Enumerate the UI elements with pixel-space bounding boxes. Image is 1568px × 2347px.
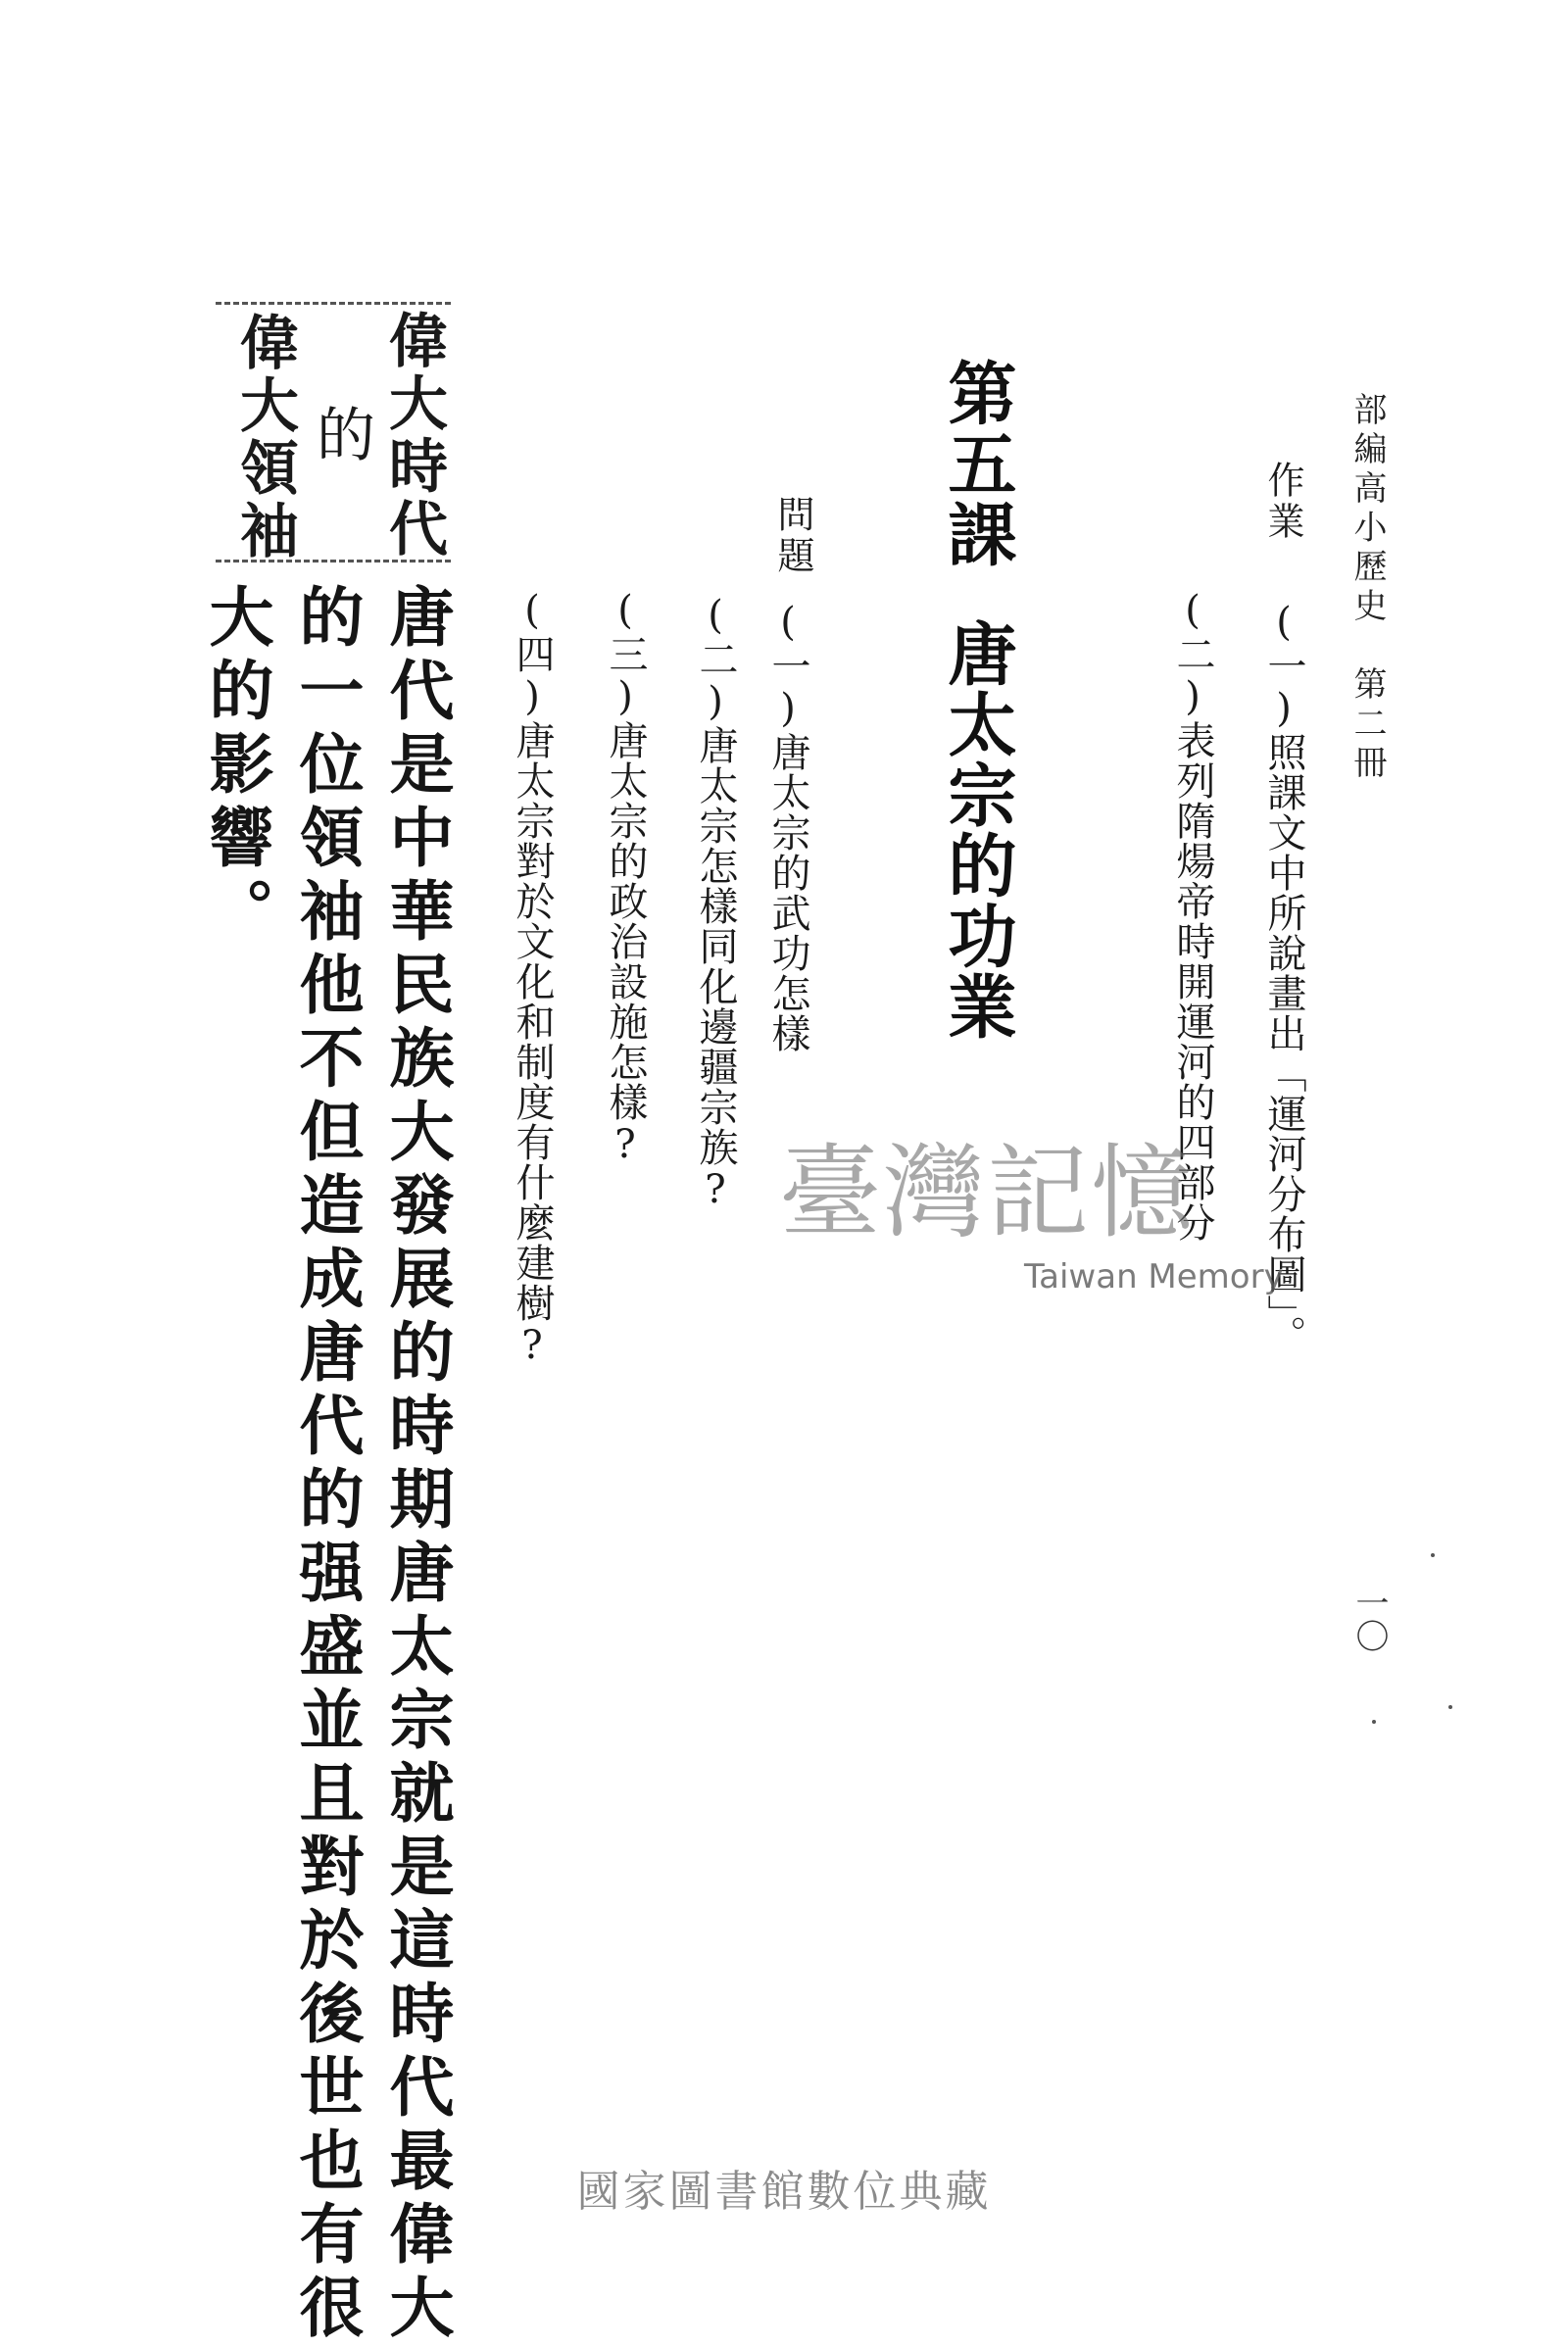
- scan-speck: [1448, 1705, 1452, 1709]
- section-heading-line-2: 的: [307, 404, 375, 466]
- running-head: 部編高小歷史 第二冊: [1348, 392, 1387, 784]
- body-text-column-2: 的一位領袖他不但造成唐代的强盛並且對於後世也有很: [288, 583, 365, 2347]
- watermark-english: Taiwan Memory: [1024, 1257, 1284, 1296]
- homework-item-1: (一)照課文中所說畫出「運河分布圖」。: [1261, 600, 1306, 1355]
- question-item-4: (四)唐太宗對於文化和制度有什麼建樹?: [510, 588, 555, 1369]
- homework-label: 作業: [1261, 461, 1304, 543]
- scan-speck: [1431, 1553, 1435, 1557]
- watermark-chinese: 臺灣記憶: [779, 1133, 1196, 1252]
- lesson-name: 唐太宗的功業: [937, 618, 1018, 1042]
- question-item-1: (一)唐太宗的武功怎樣: [765, 600, 810, 1053]
- question-item-2: (二)唐太宗怎樣同化邊疆宗族?: [693, 593, 738, 1213]
- lesson-title: [937, 358, 1018, 1042]
- section-heading-line-3: 偉大領袖: [230, 312, 299, 562]
- questions-label: 問題: [771, 495, 814, 577]
- watermark-logo: [779, 1133, 1289, 1318]
- page-number: 一〇: [1349, 1586, 1389, 1652]
- scan-speck: [1372, 1720, 1376, 1724]
- footer-archive-label: 國家圖書館數位典藏: [576, 2167, 992, 2217]
- question-item-3: (三)唐太宗的政治設施怎樣?: [603, 588, 648, 1168]
- lesson-number: 第五課: [937, 358, 1018, 569]
- body-text-column-1: 唐代是中華民族大發展的時期唐太宗就是這時代最偉大: [378, 583, 455, 2347]
- body-text-column-3: 大的影響。: [198, 583, 274, 951]
- homework-item-2: (二)表列隋煬帝時開運河的四部分: [1170, 588, 1215, 1243]
- section-heading-line-1: 偉大時代: [379, 310, 448, 561]
